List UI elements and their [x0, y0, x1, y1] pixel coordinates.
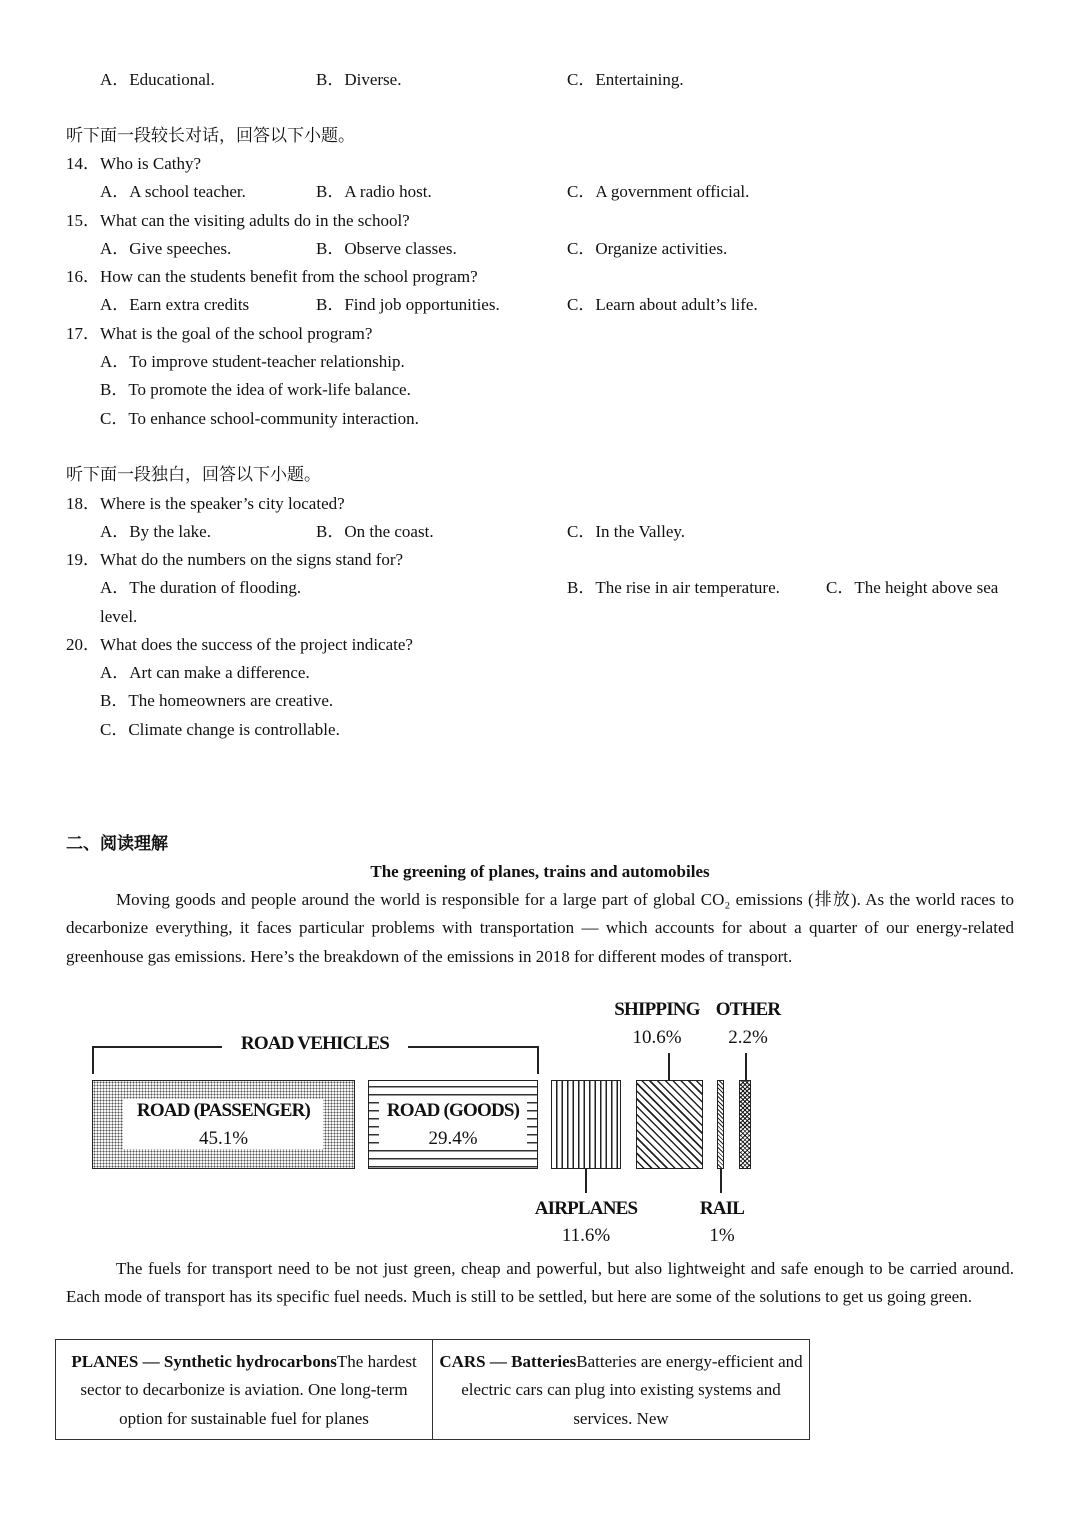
road-passenger-bar: [92, 1080, 355, 1169]
shipping-value: 10.6%: [632, 1027, 682, 1048]
shipping-bar: [636, 1080, 703, 1169]
q19-option-b: B．The rise in air temperature.: [567, 578, 780, 597]
road-passenger-label: ROAD (PASSENGER): [136, 1100, 311, 1121]
q17-option-b: B．To promote the idea of work-life balance.: [100, 380, 411, 399]
road-passenger-value: 45.1%: [198, 1128, 249, 1149]
q18-option-c: C．In the Valley.: [567, 522, 686, 541]
monologue-intro: 听下面一段独白，回答以下小题。: [66, 465, 321, 484]
airplanes-value: 11.6%: [561, 1225, 611, 1246]
q13-option-c: C．Entertaining.: [567, 70, 684, 89]
rail-label: RAIL: [699, 1198, 745, 1219]
road-goods-value: 29.4%: [428, 1128, 478, 1149]
q14-question: 14．Who is Cathy?: [66, 154, 202, 173]
airplanes-label: AIRPLANES: [534, 1198, 638, 1219]
airplanes-bar: [551, 1080, 621, 1169]
q20-option-c: C．Climate change is controllable.: [100, 720, 340, 739]
solution-planes-text: The hardest sector to decarbonize is aviation. One long-term option for sustainable fuel for planes: [80, 1352, 417, 1428]
passage-title: The greening of planes, trains and automobiles: [370, 862, 710, 881]
q16-option-c: C．Learn about adult’s life.: [567, 295, 758, 314]
rail-value: 1%: [709, 1225, 735, 1246]
q19-option-a: A．The duration of flooding.: [100, 578, 302, 597]
q15-option-a: A．Give speeches.: [100, 239, 232, 258]
road-vehicles-label: ROAD VEHICLES: [240, 1033, 390, 1054]
other-label: OTHER: [715, 999, 781, 1020]
q17-question: 17．What is the goal of the school program?: [66, 324, 373, 343]
solution-planes: [56, 1340, 433, 1440]
passage-paragraph-1: Moving goods and people around the world is responsible for a large part of global CO₂ emissions (排放). As the world races to decarbonize everything, it faces particular problems with transportation — which accounts for about a quarter of our energy-related greenhouse gas emissions. Here’s the breakdown of the emissions in 2018 for different modes of transport.: [66, 890, 1014, 966]
dialogue-intro: 听下面一段较长对话，回答以下小题。: [66, 126, 355, 145]
q15-option-b: B．Observe classes.: [316, 239, 457, 258]
q13-option-b: B．Diverse.: [316, 70, 402, 89]
solution-cars-heading: CARS — Batteries: [439, 1352, 577, 1371]
road-goods-bar: [368, 1080, 538, 1169]
shipping-label: SHIPPING: [614, 999, 700, 1020]
q19-option-c: C．The height above sea: [826, 578, 999, 597]
q14-option-c: C．A government official.: [567, 182, 750, 201]
other-bar: [739, 1080, 751, 1169]
q20-option-b: B．The homeowners are creative.: [100, 691, 334, 710]
q17-option-a: A．To improve student-teacher relationship.: [100, 352, 405, 371]
q19-question: 19．What do the numbers on the signs stand for?: [66, 550, 404, 569]
q20-question: 20．What does the success of the project indicate?: [66, 635, 413, 654]
road-goods-label: ROAD (GOODS): [386, 1100, 520, 1121]
solutions-table: [55, 1339, 810, 1440]
solution-cars-text: Batteries are energy-efficient and electric cars can plug into existing systems and services. New: [461, 1352, 803, 1428]
q17-option-c: C．To enhance school-community interaction.: [100, 409, 419, 428]
passage-paragraph-2: The fuels for transport need to be not just green, cheap and powerful, but also lightweight and safe enough to be carried around. Each mode of transport has its specific fuel needs. Much is still to be settled, but here are some of the solutions to get us going green.: [66, 1259, 1014, 1307]
q13-option-a: A．Educational.: [100, 70, 215, 89]
q15-option-c: C．Organize activities.: [567, 239, 728, 258]
solution-cars: [433, 1340, 810, 1440]
section-title: 二、阅读理解: [66, 834, 168, 853]
q16-option-a: A．Earn extra credits: [100, 295, 250, 314]
q18-option-a: A．By the lake.: [100, 522, 211, 541]
q16-question: 16．How can the students benefit from the school program?: [66, 267, 478, 286]
solution-planes-heading: PLANES — Synthetic hydrocarbons: [71, 1352, 337, 1371]
q19-option-c-continued: level.: [100, 607, 138, 626]
other-value: 2.2%: [728, 1027, 768, 1048]
q18-option-b: B．On the coast.: [316, 522, 434, 541]
rail-bar: [717, 1080, 724, 1169]
q16-option-b: B．Find job opportunities.: [316, 295, 500, 314]
q20-option-a: A．Art can make a difference.: [100, 663, 310, 682]
q18-question: 18．Where is the speaker’s city located?: [66, 494, 345, 513]
q15-question: 15．What can the visiting adults do in the school?: [66, 211, 410, 230]
q14-option-a: A．A school teacher.: [100, 182, 246, 201]
q14-option-b: B．A radio host.: [316, 182, 432, 201]
